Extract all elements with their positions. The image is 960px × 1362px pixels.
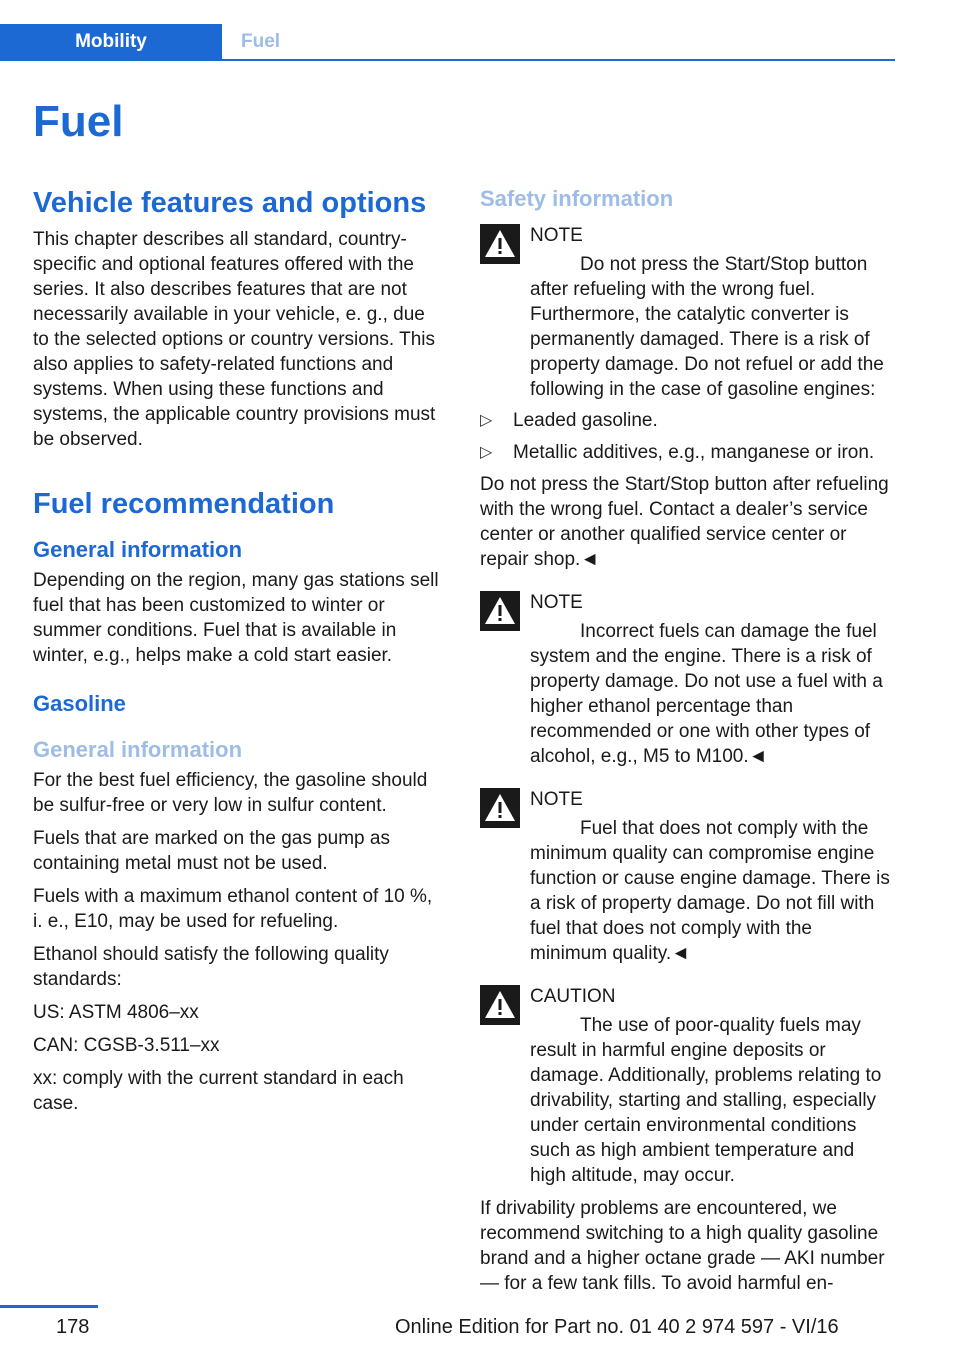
triangle-bullet-icon: ▷ [480, 444, 493, 461]
heading-general-information: General information [33, 537, 243, 562]
heading-gasoline: Gasoline [33, 691, 126, 716]
warning-triangle-icon [480, 224, 520, 264]
tab-mobility[interactable]: Mobility [0, 24, 222, 60]
footer-accent-line [0, 1305, 98, 1308]
page-title: Fuel [33, 97, 124, 146]
note-label: NOTE [530, 592, 583, 613]
caution-label: CAUTION [530, 986, 616, 1007]
general-information-text: Depending on the region, many gas stations sell fuel that has been customized to winter or summer conditions. Fuel that is available in winter, e.g., helps make a cold start easier. [33, 570, 439, 666]
standard-can: CAN: CGSB-3.511–xx [33, 1035, 220, 1056]
left-column [33, 185, 443, 1116]
heading-safety-information: Safety information [480, 186, 674, 211]
note-followup-text: Do not press the Start/Stop button after refueling with the wrong fuel. Contact a dealer’s service center or another qualified service center or repair shop.◄ [480, 474, 889, 570]
page-number: 178 [56, 1316, 90, 1338]
note-text: Do not press the Start/Stop button after refueling with the wrong fuel. Furthermore, the catalytic converter is permanently damaged. There is a risk of property damage. Do not refuel or add the following in the case of gasoline engines: [530, 254, 884, 400]
gasoline-para-2: Fuels that are marked on the gas pump as containing metal must not be used. [33, 828, 390, 874]
warning-triangle-icon [480, 985, 520, 1025]
warning-triangle-icon [480, 591, 520, 631]
right-column [480, 185, 894, 1296]
heading-gasoline-general-information: General information [33, 737, 243, 762]
heading-fuel-recommendation: Fuel recommendation [33, 488, 335, 520]
standard-note: xx: comply with the current standard in each case. [33, 1068, 404, 1114]
note-text: Incorrect fuels can damage the fuel system and the engine. There is a risk of property damage. Do not use a fuel with a higher ethanol percentage than recommended or one with other types of alcohol, e.g., M5 to M100.◄ [530, 621, 883, 767]
caution-poor-quality-fuels [480, 984, 894, 1188]
tab-fuel[interactable]: Fuel [241, 31, 281, 52]
note-label: NOTE [530, 789, 583, 810]
gasoline-para-4: Ethanol should satisfy the following quality standards: [33, 944, 389, 990]
note-incorrect-fuels [480, 590, 894, 769]
vehicle-features-text: This chapter describes all standard, country-specific and optional features offered with the series. It also describes features that are not necessarily available in your vehicle, e. g., due to the selected options or country versions. This also applies to safety-related functions and systems. When using these functions and systems, the applicable country provisions must be observed. [33, 229, 436, 450]
note-label: NOTE [530, 225, 583, 246]
triangle-bullet-icon: ▷ [480, 412, 493, 429]
note-wrong-fuel [480, 223, 894, 402]
chapter-tab-bar [0, 24, 895, 60]
warning-triangle-icon [480, 788, 520, 828]
gasoline-para-1: For the best fuel efficiency, the gasoline should be sulfur-free or very low in sulfur content. [33, 770, 428, 816]
edition-info: Online Edition for Part no. 01 40 2 974 597 - VI/16 [395, 1316, 839, 1338]
list-item: ▷ Leaded gasoline. [480, 410, 658, 431]
heading-vehicle-features: Vehicle features and options [33, 187, 427, 219]
gasoline-para-3: Fuels with a maximum ethanol content of 10 %, i. e., E10, may be used for refueling. [33, 886, 433, 932]
note-text: Fuel that does not comply with the minimum quality can compromise engine function or cause engine damage. There is a risk of property damage. Do not fill with fuel that does not comply with the minimum quality.◄ [530, 818, 890, 964]
caution-text: The use of poor-quality fuels may result in harmful engine deposits or damage. Additionally, problems relating to drivability, starting and stalling, especially under certain environmental conditions such as high ambient temperature and high altitude, may occur. [530, 1015, 882, 1186]
drivability-text: If drivability problems are encountered, we recommend switching to a high quality gasoline brand and a higher octane grade — AKI number — for a few tank fills. To avoid harmful en- [480, 1198, 885, 1294]
prohibited-list [480, 408, 894, 465]
note-minimum-quality [480, 787, 894, 966]
tab-underline [0, 59, 895, 61]
list-item: ▷ Metallic additives, e.g., manganese or iron. [480, 442, 875, 463]
standard-us: US: ASTM 4806–xx [33, 1002, 199, 1023]
